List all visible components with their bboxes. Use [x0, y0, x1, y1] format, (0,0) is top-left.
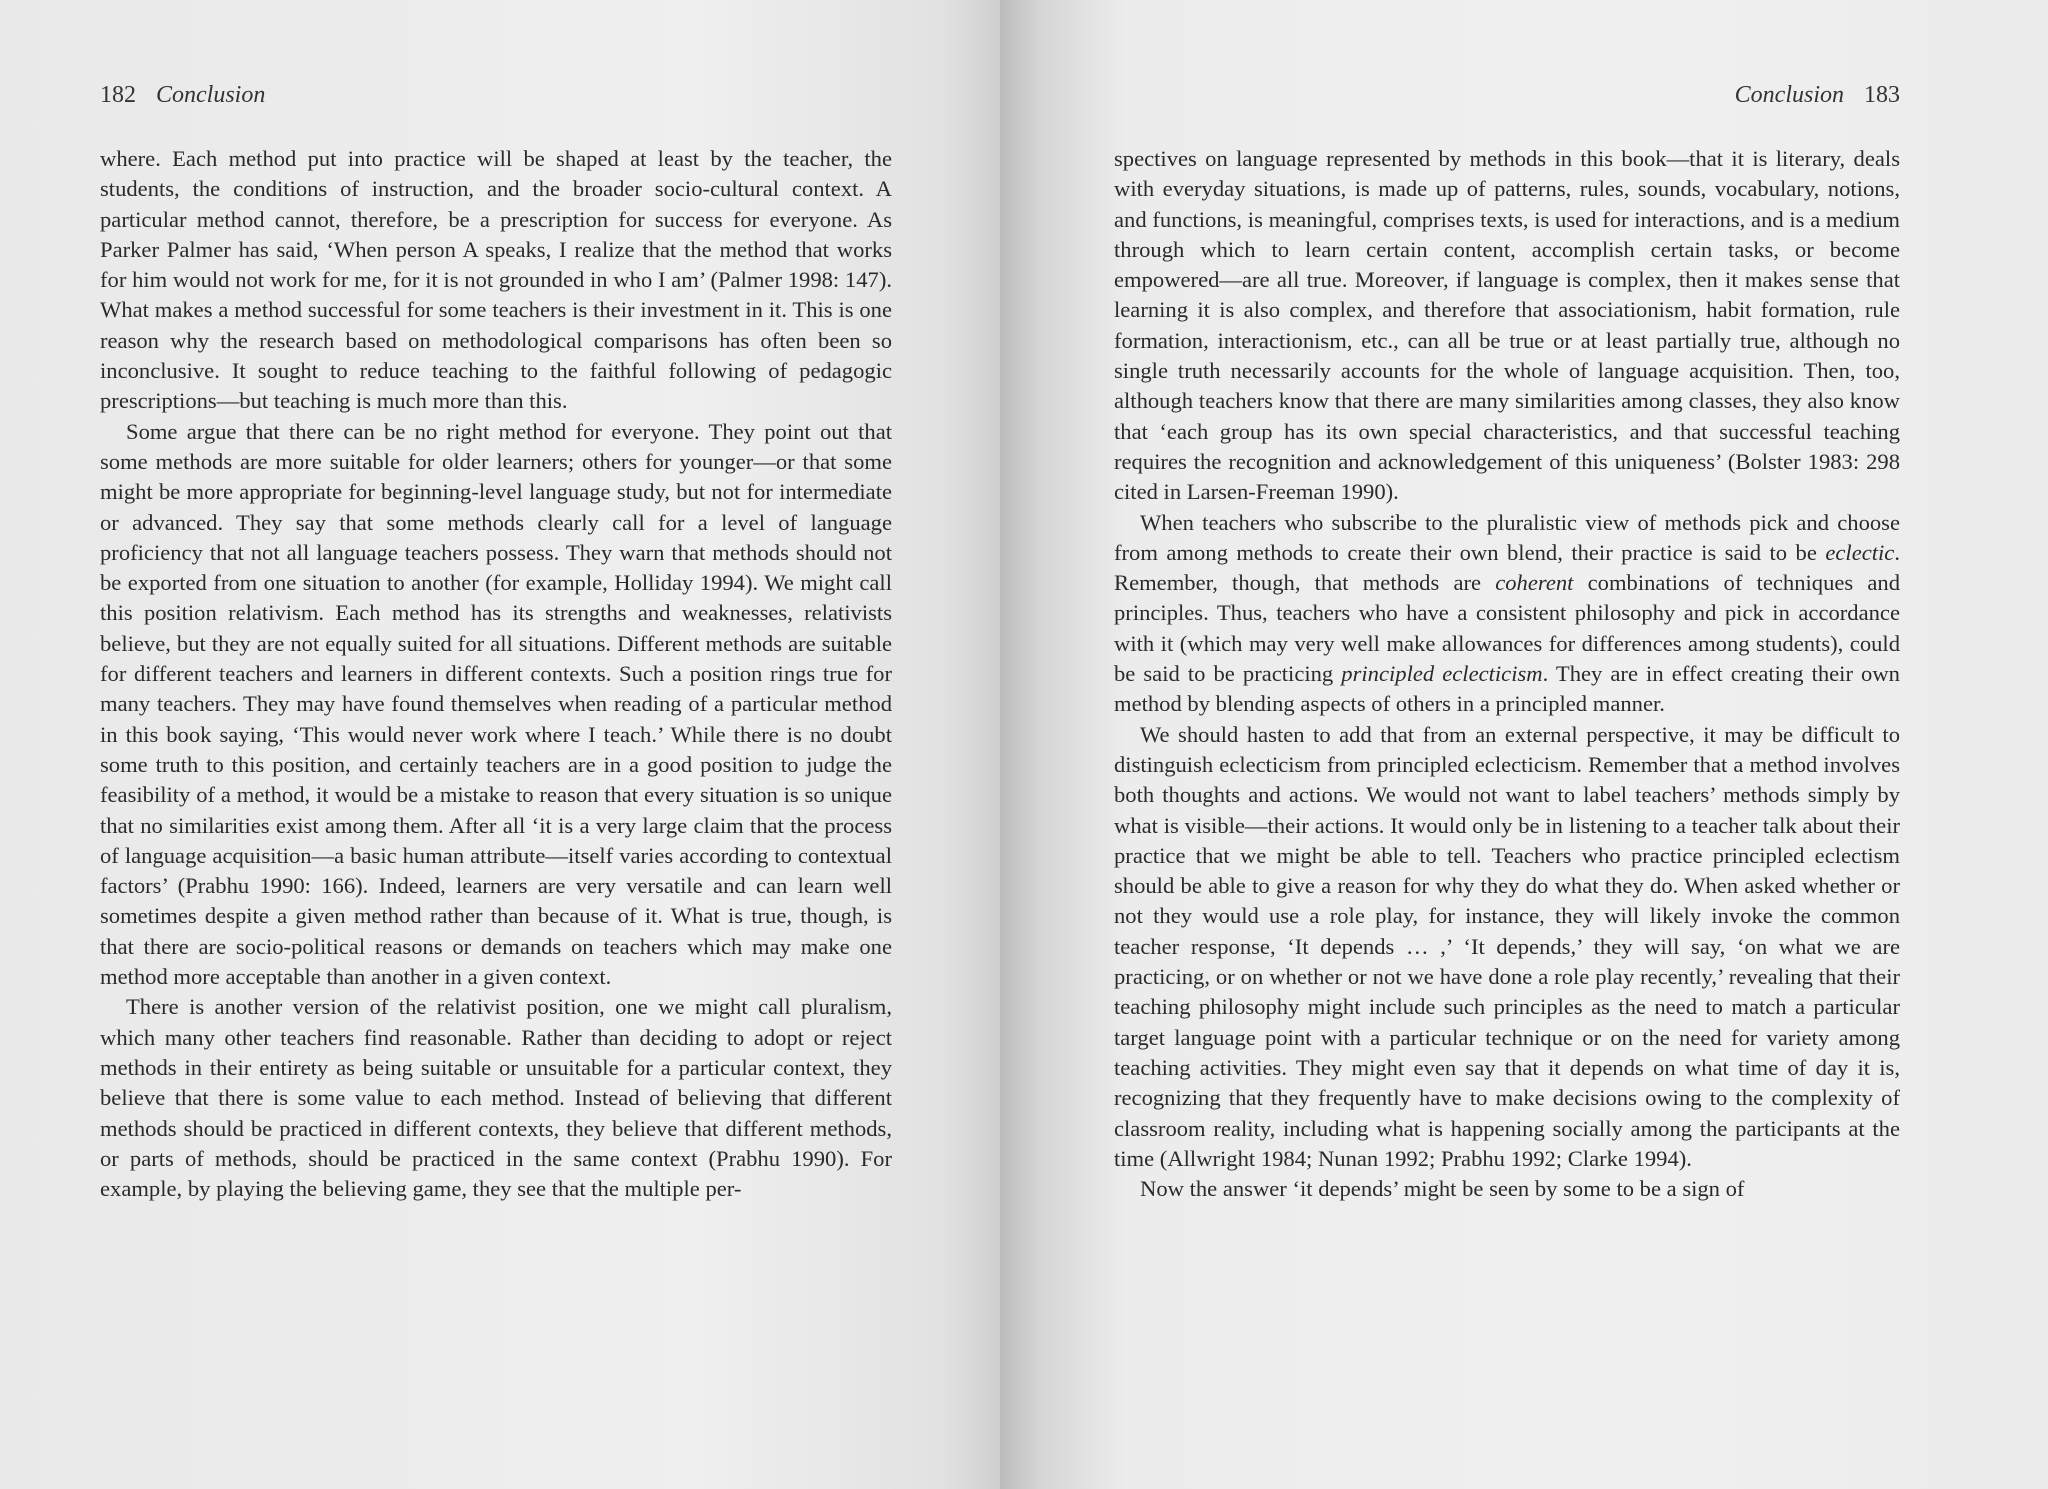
paragraph: spectives on language represented by methods in this book—that it is literary, deals with everyday situations, is made up of patterns, rules, sounds, vocabulary, notions, and functions, is meaningful, comprises texts, is used for interactions, and is a medium through which to learn certain content, accomplish certain tasks, or become empowered—are all true. Moreover, if language is complex, then it makes sense that learning it is also complex, and therefore that associationism, habit formation, rule formation, interactionism, etc., can all be true or at least partially true, although no single truth necessarily accounts for the whole of language acquisition. Then, too, although teachers know that there are many similarities among classes, they also know that ‘each group has its own special characteristics, and that successful teaching requires the recognition and acknowledgement of this uniqueness’ (Bolster 1983: 298 cited in Larsen-Freeman 1990). — [1114, 146, 1900, 505]
body-text-right — [1114, 144, 1900, 1204]
page-number: 182 — [100, 82, 136, 108]
paragraph: where. Each method put into practice will be shaped at least by the teacher, the students, the conditions of instruction, and the broader socio-cultural context. A particular method cannot, therefore, be a prescription for success for everyone. As Parker Palmer has said, ‘When person A speaks, I realize that the method that works for him would not work for me, for it is not grounded in who I am’ (Palmer 1998: 147). What makes a method successful for some teachers is their investment in it. This is one reason why the research based on methodological comparisons has often been so inconclusive. It sought to reduce teaching to the faithful following of pedagogic prescriptions—but teaching is much more than this. — [100, 146, 892, 414]
page-header-right — [1735, 80, 1900, 110]
paragraph — [1114, 508, 1900, 720]
page-number: 183 — [1864, 82, 1900, 108]
text-run: . Remember, though, that methods are — [1114, 539, 1900, 596]
emphasis: coherent — [1495, 570, 1574, 596]
emphasis: eclectic — [1825, 539, 1895, 565]
running-head: Conclusion — [1734, 82, 1844, 108]
emphasis: principled eclecticism — [1341, 661, 1543, 687]
paragraph: Now the answer ‘it depends’ might be seen by some to be a sign of — [1140, 1176, 1745, 1202]
text-run: combinations of techniques and principles. Thus, teachers who have a consistent philosophy and pick in accordance with it (which may very well make allowances for differences among students), could be said to be practicing — [1114, 570, 1900, 687]
page-header-left — [100, 80, 265, 110]
paragraph: We should hasten to add that from an external perspective, it may be difficult to distinguish eclecticism from principled eclecticism. Remember that a method involves both thoughts and actions. We would not want to label teachers’ methods simply by what is visible—their actions. It would only be in listening to a teacher talk about their practice that we might be able to tell. Teachers who practice principled eclectism should be able to give a reason for why they do what they do. When asked whether or not they would use a role play, for instance, they will likely invoke the common teacher response, ‘It depends … ,’ ‘It depends,’ they will say, ‘on what we are practicing, or on whether or not we have done a role play recently,’ revealing that their teaching philosophy might include such principles as the need to match a particular target language point with a particular technique or on the need for variety among teaching activities. They might even say that it depends on what time of day it is, recognizing that they frequently have to make decisions owing to the complexity of classroom reality, including what is happening socially among the participants at the time (Allwright 1984; Nunan 1992; Prabhu 1992; Clarke 1994). — [1114, 721, 1900, 1171]
left-page — [0, 0, 1000, 1489]
paragraph: There is another version of the relativist position, one we might call pluralism, which many other teachers find reasonable. Rather than deciding to adopt or reject methods in their entirety as being suitable or unsuitable for a particular context, they believe that there is some value to each method. Instead of believing that different methods should be practiced in different contexts, they believe that different methods, or parts of methods, should be practiced in the same context (Prabhu 1990). For example, by playing the believing game, they see that the multiple per- — [100, 994, 892, 1202]
text-run: . They are in effect creating their own method by blending aspects of others in a principled manner. — [1114, 661, 1900, 717]
right-page — [1000, 0, 2048, 1489]
text-run: When teachers who subscribe to the pluralistic view of methods pick and choose from among methods to create their own blend, their practice is said to be — [1114, 509, 1900, 565]
running-head: Conclusion — [156, 82, 266, 108]
body-text-left — [100, 144, 892, 1204]
paragraph: Some argue that there can be no right method for everyone. They point out that some methods are more suitable for older learners; others for younger—or that some might be more appropriate for beginning-level language study, but not for intermediate or advanced. They say that some methods clearly call for a level of language proficiency that not all language teachers possess. They warn that methods should not be exported from one situation to another (for example, Holliday 1994). We might call this position relativism. Each method has its strengths and weaknesses, relativists believe, but they are not equally suited for all situations. Different methods are suitable for different teachers and learners in different contexts. Such a position rings true for many teachers. They may have found themselves when reading of a particular method in this book saying, ‘This would never work where I teach.’ While there is no doubt some truth to this position, and certainly teachers are in a good position to judge the feasibility of a method, it would be a mistake to reason that every situation is so unique that no similarities exist among them. After all ‘it is a very large claim that the process of language acquisition—a basic human attribute—itself varies according to contextual factors’ (Prabhu 1990: 166). Indeed, learners are very versatile and can learn well sometimes despite a given method rather than because of it. What is true, though, is that there are socio-political reasons or demands on teachers which may make one method more acceptable than another in a given context. — [100, 418, 892, 990]
